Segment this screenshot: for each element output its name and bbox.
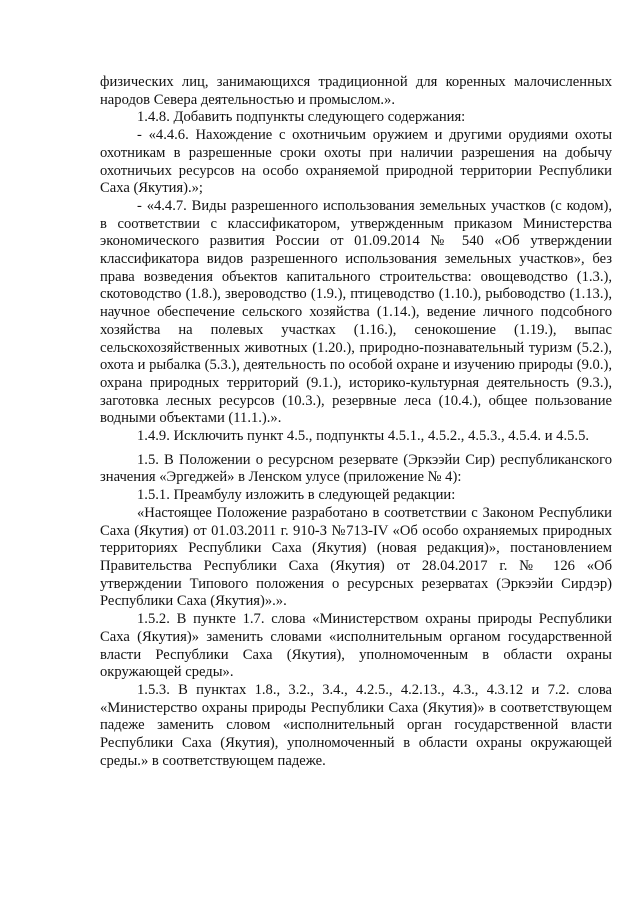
- paragraph-1-5-1: 1.5.1. Преамбулу изложить в следующей редакции:: [137, 487, 456, 504]
- paragraph-4-4-6: - «4.4.6. Нахождение с охотничьим оружием и другими орудиями охоты охотникам в разрешенные сроки охоты при наличии разрешения на добычу охотничьих ресурсов на особо охраняемой природной территории Республики Саха (Якутия).»;: [100, 127, 612, 197]
- paragraph-4-4-7: - «4.4.7. Виды разрешенного использования земельных участков (с кодом), в соответствии с классификатором, утвержденным приказом Министерства экономического развития России от 01.09.2014 № 540 «Об утверждении классификатора видов разрешенного использования земельных участков», без права возведения объектов капитального строительства: овощеводство (1.3.), скотоводство (1.8.), звероводство (1.9.), птицеводство (1.10.), рыбоводство (1.13.), научное обеспечение сельского хозяйства (1.14.), ведение личного подсобного хозяйства на полевых участках (1.16.), сенокошение (1.19.), выпас сельскохозяйственных животных (1.20.), природно-познавательный туризм (5.2.), охота и рыбалка (5.3.), деятельность по особой охране и изучению природы (9.0.), охрана природных территорий (9.1.), историко-культурная деятельность (9.3.), заготовка лесных ресурсов (10.3.), резервные леса (10.4.), общее пользование водными объектами (11.1.).».: [100, 197, 612, 427]
- paragraph-1-5: 1.5. В Положении о ресурсном резервате (Эркээйи Сир) республиканского значения «Эргеджей» в Ленском улусе (приложение № 4):: [100, 451, 612, 486]
- paragraph-1-5-2: 1.5.2. В пункте 1.7. слова «Министерством охраны природы Республики Саха (Якутия)» заменить словами «исполнительным органом государственной власти Республики Саха (Якутия), уполномоченным в области охраны окружающей среды».: [100, 611, 612, 681]
- document-body: [100, 74, 612, 770]
- paragraph-1-4-9: 1.4.9. Исключить пункт 4.5., подпункты 4.5.1., 4.5.2., 4.5.3., 4.5.4. и 4.5.5.: [137, 428, 590, 445]
- paragraph-preamble: «Настоящее Положение разработано в соответствии с Законом Республики Саха (Якутия) от 01.03.2011 г. 910-З №713-IV «Об особо охраняемых природных территориях Республики Саха (Якутия) (новая редакция)», постановлением Правительства Республики Саха (Якутия) от 28.04.2017 г. № 126 «Об утверждении Типового положения о ресурсных резерватах (Эркээйи Сирдэр) Республики Саха (Якутия)».».: [100, 504, 612, 610]
- paragraph-1-5-3: 1.5.3. В пунктах 1.8., 3.2., 3.4., 4.2.5., 4.2.13., 4.3., 4.3.12 и 7.2. слова «Министерство охраны природы Республики Саха (Якутия)» в соответствующем падеже заменить словом «исполнительный орган государственной власти Республики Саха (Якутия), уполномоченный в области охраны окружающей среды.» в соответствующем падеже.: [100, 681, 612, 769]
- paragraph-continuation: физических лиц, занимающихся традиционной для коренных малочисленных народов Севера деятельностью и промыслом.».: [100, 74, 612, 108]
- paragraph-1-4-8: 1.4.8. Добавить подпункты следующего содержания:: [137, 109, 466, 126]
